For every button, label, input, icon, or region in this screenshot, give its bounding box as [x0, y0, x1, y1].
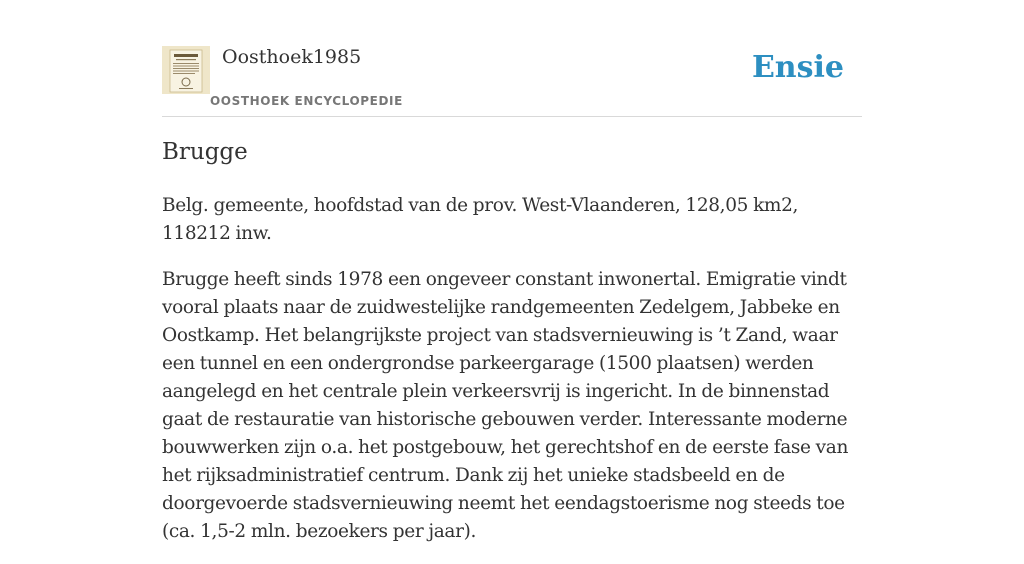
ensie-logo[interactable]: Ensie	[751, 50, 844, 85]
author-avatar[interactable]	[162, 46, 210, 94]
source-link[interactable]: OOSTHOEK ENCYCLOPEDIE	[210, 94, 403, 108]
article-body	[162, 192, 862, 564]
article-page	[162, 0, 862, 542]
article-paragraph-1: Belg. gemeente, hoofdstad van de prov. West-Vlaanderen, 128,05 km2, 118212 inw.	[162, 195, 799, 244]
article-header	[162, 44, 862, 117]
author-link[interactable]: Oosthoek1985	[222, 46, 362, 68]
article-title: Brugge	[162, 139, 248, 165]
book-title-page-icon	[162, 46, 210, 94]
article-paragraph-2: Brugge heeft sinds 1978 een ongeveer constant inwonertal. Emigratie vindt vooral plaats naar de zuidwestelijke randgemeenten Zedelgem, Jabbeke en Oostkamp. Het belangrijkste project van stadsvernieuwing is ’t Zand, waar een tunnel en een ondergrondse parkeergarage (1500 plaatsen) werden aangelegd en het centrale plein verkeersvrij is ingericht. In de binnenstad gaat de restauratie van historische gebouwen verder. Interessante moderne bouwwerken zijn o.a. het postgebouw, het gerechtshof en de eerste fase van het rijksadministratief centrum. Dank zij het unieke stadsbeeld en de doorgevoerde stadsvernieuwing neemt het eendagstoerisme nog steeds toe (ca. 1,5-2 mln. bezoekers per jaar).	[162, 269, 849, 542]
